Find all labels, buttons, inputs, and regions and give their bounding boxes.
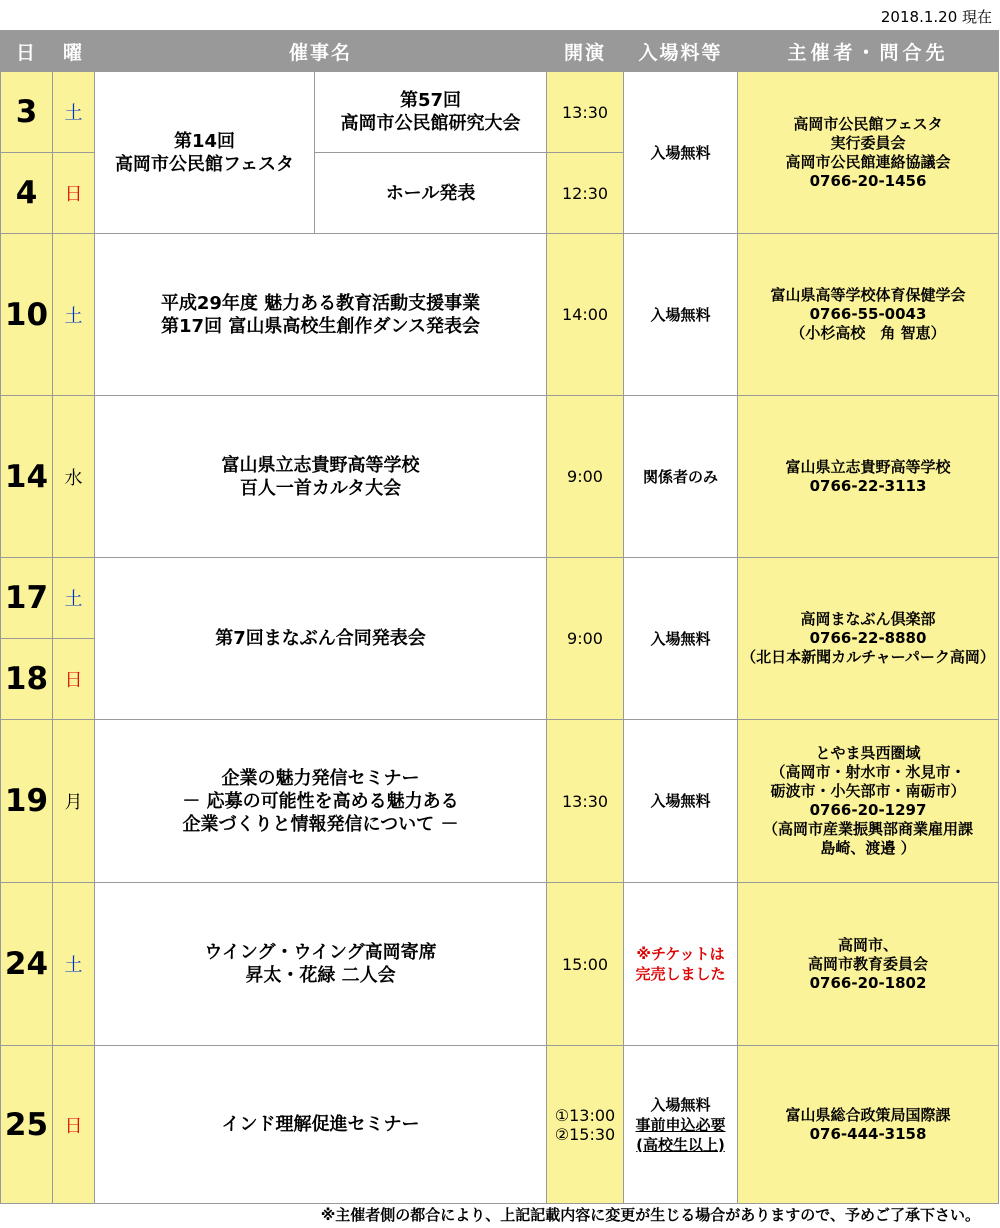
table-row [1, 234, 999, 396]
weekday-cell: 土 [53, 558, 95, 639]
day-cell: 17 [1, 558, 53, 639]
weekday-cell: 土 [53, 234, 95, 396]
sold-out-notice: ※チケットは 完売しました [624, 883, 738, 1046]
table-row [1, 1046, 999, 1204]
table-row [1, 720, 999, 883]
admission-cell: 関係者のみ [624, 396, 738, 558]
start-time: 13:30 [547, 720, 624, 883]
start-time: 14:00 [547, 234, 624, 396]
header-time: 開演 [547, 31, 624, 72]
day-cell: 3 [1, 72, 53, 153]
day-cell: 18 [1, 639, 53, 720]
event-title: ウイング・ウイング高岡寄席 昇太・花緑 二人会 [95, 883, 547, 1046]
start-time: 9:00 [547, 396, 624, 558]
day-cell: 10 [1, 234, 53, 396]
weekday-cell: 日 [53, 639, 95, 720]
event-subtitle: ホール発表 [315, 153, 547, 234]
organizer-cell: 高岡市公民館フェスタ 実行委員会 高岡市公民館連絡協議会 0766-20-1456 [738, 72, 999, 234]
weekday-cell: 水 [53, 396, 95, 558]
event-title: 第14回 高岡市公民館フェスタ [95, 72, 315, 234]
organizer-cell: 高岡まなぶん倶楽部 0766-22-8880 （北日本新聞カルチャーパーク高岡） [738, 558, 999, 720]
weekday-cell: 土 [53, 883, 95, 1046]
weekday-cell: 土 [53, 72, 95, 153]
header-organizer: 主催者・問合先 [738, 31, 999, 72]
day-cell: 19 [1, 720, 53, 883]
header-weekday: 曜 [53, 31, 95, 72]
day-cell: 4 [1, 153, 53, 234]
event-title: インド理解促進セミナー [95, 1046, 547, 1204]
event-subtitle: 第57回 高岡市公民館研究大会 [315, 72, 547, 153]
day-cell: 24 [1, 883, 53, 1046]
table-row [1, 883, 999, 1046]
table-row [1, 72, 999, 153]
start-time: 9:00 [547, 558, 624, 720]
organizer-cell: 高岡市、 高岡市教育委員会 0766-20-1802 [738, 883, 999, 1046]
event-title: 第7回まなぶん合同発表会 [95, 558, 547, 720]
admission-cell: 入場無料 [624, 234, 738, 396]
start-time: 13:30 [547, 72, 624, 153]
admission-cell: 入場無料 [624, 558, 738, 720]
admission-cell: 入場無料 [624, 720, 738, 883]
table-row [1, 558, 999, 639]
event-title: 富山県立志貴野高等学校 百人一首カルタ大会 [95, 396, 547, 558]
header-row [1, 31, 999, 72]
organizer-cell: 富山県高等学校体育保健学会 0766-55-0043 （小杉高校 角 智恵） [738, 234, 999, 396]
day-cell: 14 [1, 396, 53, 558]
footnote: ※主催者側の都合により、上記記載内容に変更が生じる場合がありますので、予めご了承下さい。 [320, 1206, 980, 1224]
table-row [1, 396, 999, 558]
start-time: 15:00 [547, 883, 624, 1046]
organizer-cell: 富山県総合政策局国際課 076-444-3158 [738, 1046, 999, 1204]
header-event: 催事名 [95, 31, 547, 72]
organizer-cell: 富山県立志貴野高等学校 0766-22-3113 [738, 396, 999, 558]
admission-cell: 入場無料 [624, 72, 738, 234]
header-admission: 入場料等 [624, 31, 738, 72]
event-title: 平成29年度 魅力ある教育活動支援事業 第17回 富山県高校生創作ダンス発表会 [95, 234, 547, 396]
weekday-cell: 月 [53, 720, 95, 883]
weekday-cell: 日 [53, 153, 95, 234]
admission-cell: 入場無料 事前申込必要 (高校生以上) [624, 1046, 738, 1204]
event-title: 企業の魅力発信セミナー － 応募の可能性を高める魅力ある 企業づくりと情報発信について － [95, 720, 547, 883]
header-day: 日 [1, 31, 53, 72]
start-time: ①13:00 ②15:30 [547, 1046, 624, 1204]
event-schedule-table [0, 30, 999, 1204]
start-time: 12:30 [547, 153, 624, 234]
organizer-cell: とやま呉西圏域 （高岡市・射水市・氷見市・ 砺波市・小矢部市・南砺市） 0766-20-1297 （高岡市産業振興部商業雇用課 島崎、渡邉 ） [738, 720, 999, 883]
day-cell: 25 [1, 1046, 53, 1204]
as-of-date: 2018.1.20 現在 [880, 8, 992, 26]
weekday-cell: 日 [53, 1046, 95, 1204]
